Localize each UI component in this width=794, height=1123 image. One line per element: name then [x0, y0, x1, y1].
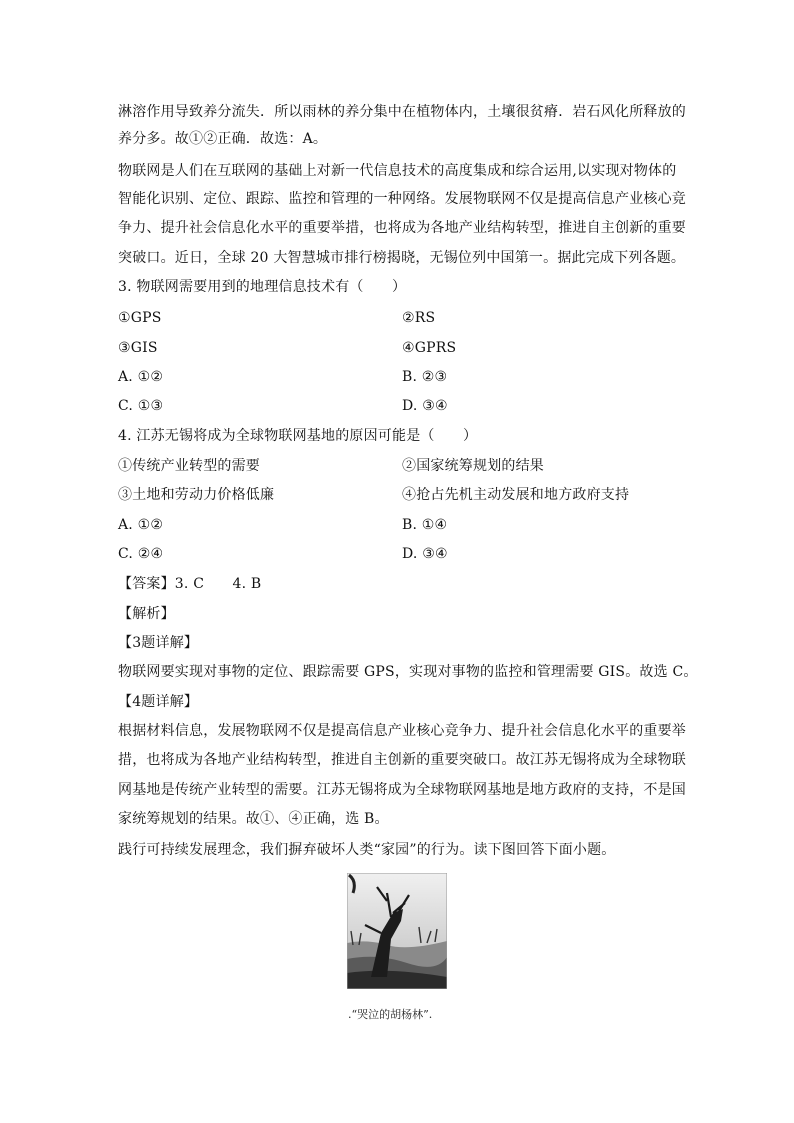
text-line: 突破口。近日，全球 20 大智慧城市排行榜揭晓，无锡位列中国第一。据此完成下列各题。 [118, 250, 686, 266]
text-line: 争力、提升社会信息化水平的重要举措，也将成为各地产业结构转型，推进自主创新的重要 [118, 220, 686, 236]
question-3-title: 3. 物联网需要用到的地理信息技术有（ ） [118, 279, 407, 295]
dead-poplar-tree-photo [347, 873, 447, 989]
q3-option: ①GPS [118, 310, 162, 326]
q3-option: ④GPRS [402, 340, 457, 356]
answer-line: 【答案】3. C 4. B [118, 576, 262, 592]
text-line: 智能化识别、定位、跟踪、监控和管理的一种网络。发展物联网不仅是提高信息产业核心竞 [118, 191, 686, 207]
q4-option: ②国家统筹规划的结果 [402, 458, 544, 474]
q4-choice: B. ①④ [402, 517, 448, 533]
q4-option: ④抢占先机主动发展和地方政府支持 [402, 487, 630, 503]
q3-choice: C. ①③ [118, 398, 164, 414]
q4-detail-line: 根据材料信息，发展物联网不仅是提高信息产业核心竞争力、提升社会信息化水平的重要举 [118, 723, 686, 739]
next-intro: 践行可持续发展理念，我们摒弃破坏人类“家园”的行为。读下图回答下面小题。 [118, 842, 616, 858]
q4-option: ③土地和劳动力价格低廉 [118, 487, 275, 503]
q3-choice: D. ③④ [402, 398, 448, 414]
text-line: 淋溶作用导致养分流失．所以雨林的养分集中在植物体内，土壤很贫瘠．岩石风化所释放的 [118, 104, 686, 120]
q4-choice: D. ③④ [402, 546, 448, 562]
q4-choice: C. ②④ [118, 546, 164, 562]
text-line: 养分多。故①②正确．故选：A。 [118, 131, 328, 147]
q3-option: ②RS [402, 310, 436, 326]
q4-option: ①传统产业转型的需要 [118, 458, 260, 474]
q4-detail-heading: 【4题详解】 [118, 694, 199, 710]
q4-detail-line: 网基地是传统产业转型的需要。江苏无锡将成为全球物联网基地是地方政府的支持，不是国 [118, 782, 686, 798]
q4-choice: A. ①② [118, 517, 164, 533]
analysis-heading: 【解析】 [118, 606, 175, 622]
q4-detail-line: 措，也将成为各地产业结构转型，推进自主创新的重要突破口。故江苏无锡将成为全球物联 [118, 752, 686, 768]
q3-detail: 物联网要实现对事物的定位、跟踪需要 GPS，实现对事物的监控和管理需要 GIS。故选 C。 [118, 664, 698, 680]
question-4-title: 4. 江苏无锡将成为全球物联网基地的原因可能是（ ） [118, 428, 478, 444]
q3-option: ③GIS [118, 340, 158, 356]
q3-choice: B. ②③ [402, 369, 448, 385]
q3-choice: A. ①② [118, 369, 164, 385]
figure-caption: .“哭泣的胡杨林”. [348, 1008, 433, 1021]
q4-detail-line: 家统筹规划的结果。故①、④正确，选 B。 [118, 811, 389, 827]
q3-detail-heading: 【3题详解】 [118, 635, 199, 651]
text-line: 物联网是人们在互联网的基础上对新一代信息技术的高度集成和综合运用,以实现对物体的 [118, 163, 677, 179]
